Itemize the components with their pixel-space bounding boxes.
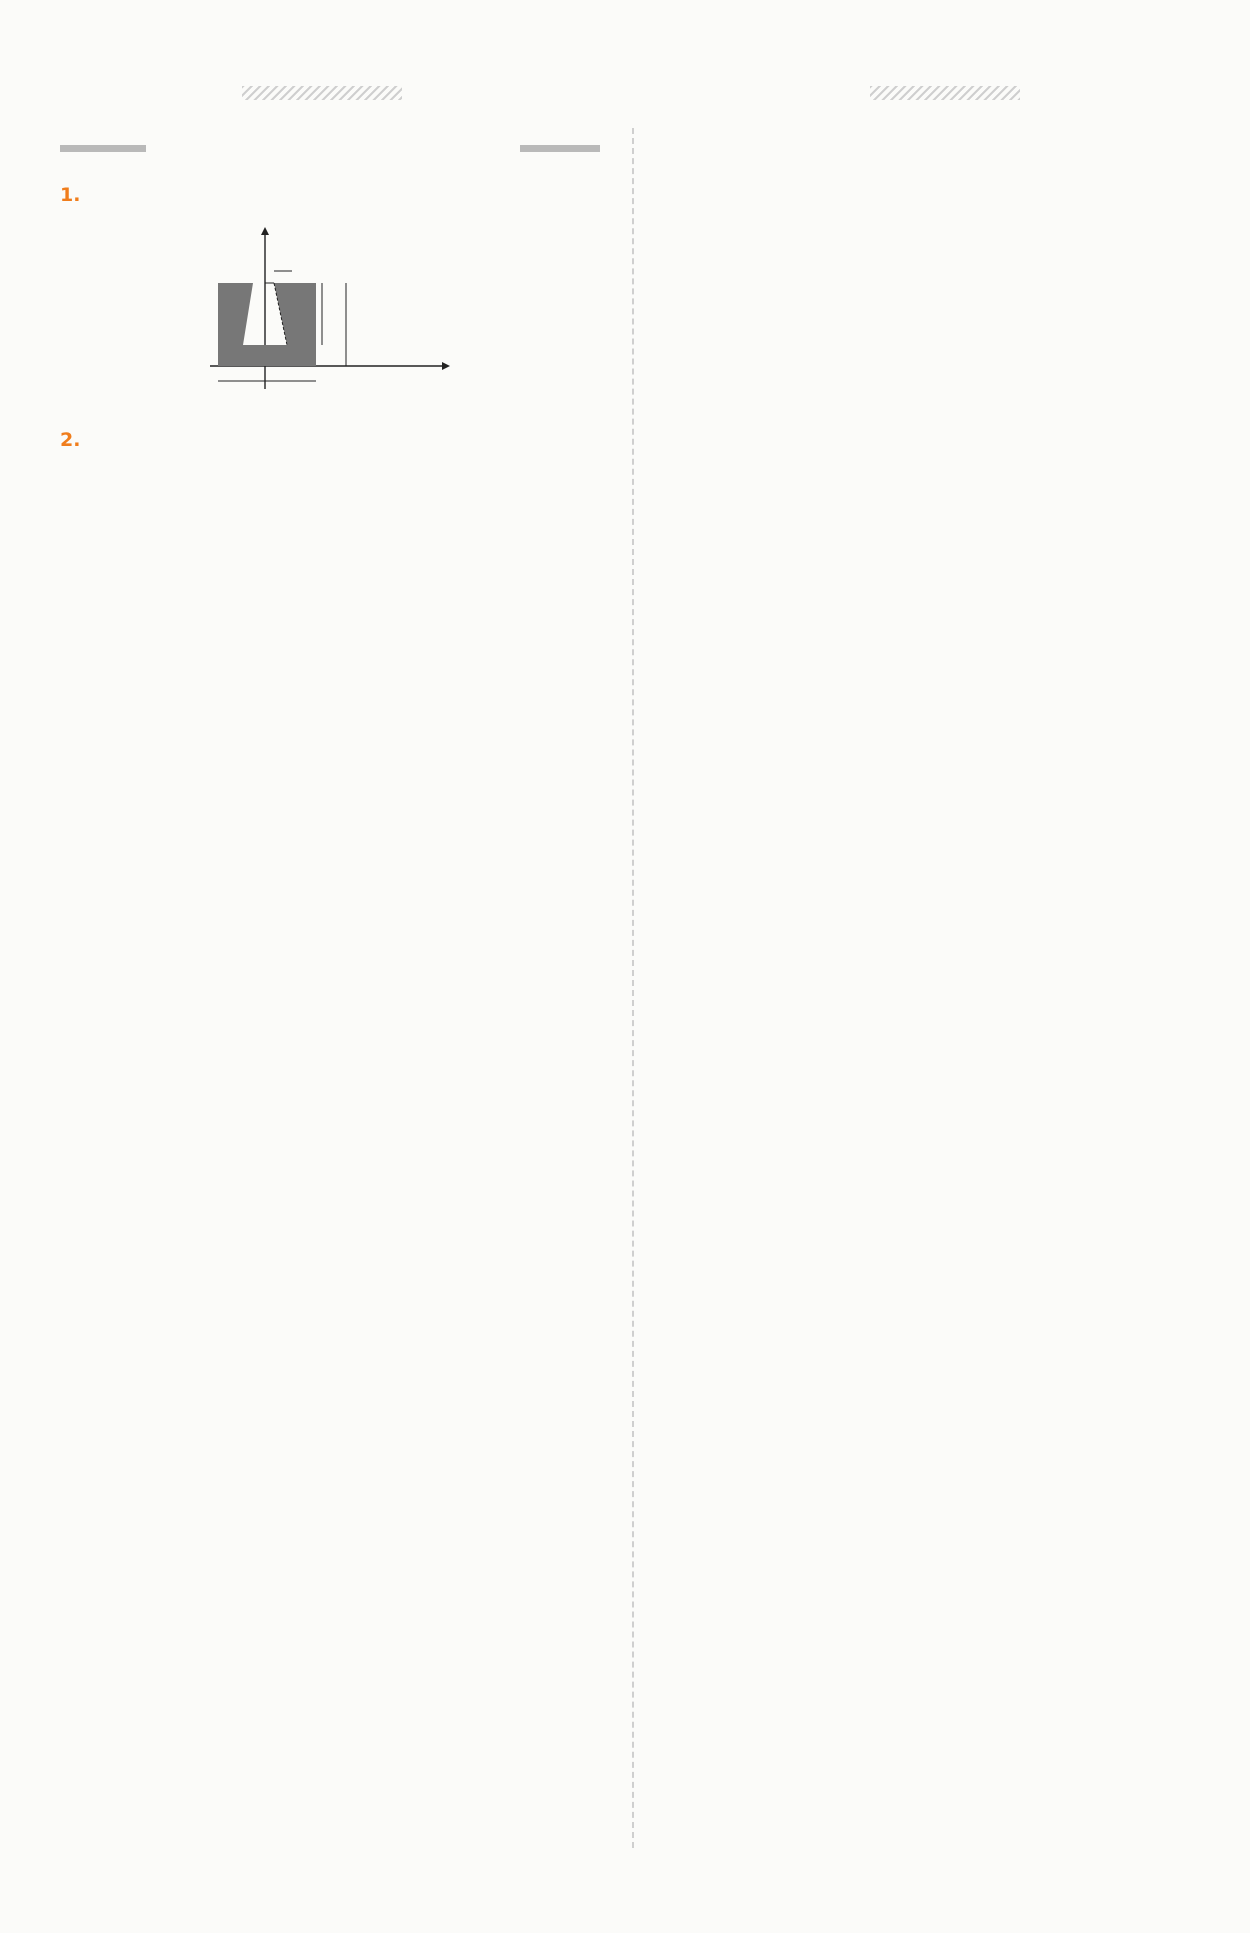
section-1-header (60, 128, 616, 168)
q2-line1: 2. (60, 429, 81, 451)
title-hatch-right (870, 86, 1020, 100)
page-title (405, 70, 423, 106)
column-divider (632, 128, 634, 1848)
title-row (0, 68, 1250, 120)
figure-1 (60, 221, 616, 415)
title-hatch-left (242, 86, 402, 100)
left-column (60, 128, 616, 462)
figure-1-svg (60, 221, 616, 415)
q1-line1: 1. (60, 184, 81, 206)
